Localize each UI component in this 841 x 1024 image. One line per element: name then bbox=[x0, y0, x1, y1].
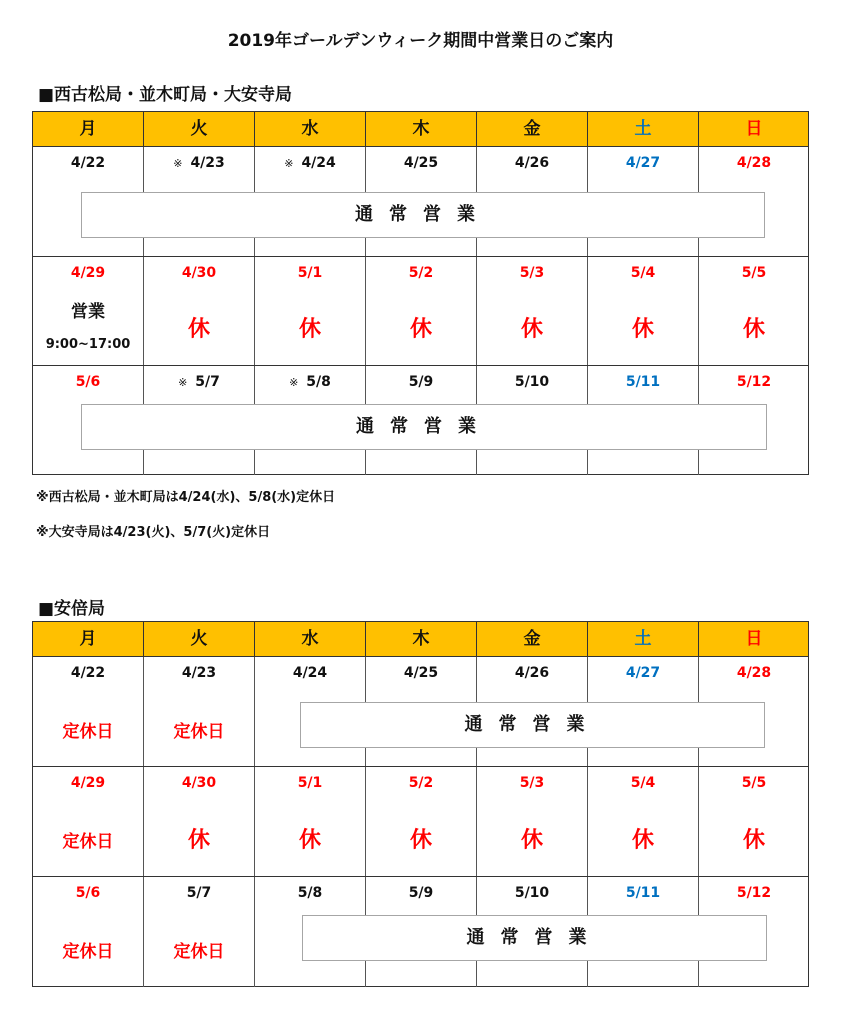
weekday-tue: 火 bbox=[190, 119, 208, 139]
closed-mark: 休 bbox=[298, 828, 321, 853]
weekday-mon: 月 bbox=[79, 119, 97, 139]
closed-mark: 休 bbox=[409, 828, 432, 853]
closed-mark: 休 bbox=[520, 317, 543, 342]
note-mark: ※ bbox=[289, 376, 299, 389]
date-cell: 5/1 bbox=[297, 265, 323, 281]
date-cell: 4/29 bbox=[70, 265, 106, 281]
date-cell: 5/5 bbox=[741, 775, 767, 791]
date-cell: 4/26 bbox=[514, 665, 550, 681]
closed-mark: 休 bbox=[187, 828, 210, 853]
date-cell: 5/1 bbox=[297, 775, 323, 791]
date-cell: 5/8 bbox=[297, 885, 323, 901]
date-cell: 5/7 bbox=[186, 885, 212, 901]
weekday-fri: 金 bbox=[523, 629, 541, 649]
weekday-wed: 水 bbox=[301, 119, 319, 139]
closed-mark: 休 bbox=[742, 828, 765, 853]
date-cell: 5/12 bbox=[736, 885, 772, 901]
weekday-sun: 日 bbox=[745, 629, 763, 649]
date-value: 5/8 bbox=[306, 374, 331, 390]
closed-mark: 休 bbox=[742, 317, 765, 342]
date-cell: 5/12 bbox=[736, 374, 772, 390]
date-cell: 4/23 bbox=[181, 665, 217, 681]
date-cell: 4/22 bbox=[70, 665, 106, 681]
weekday-sat: 土 bbox=[634, 119, 652, 139]
date-cell: 5/3 bbox=[519, 775, 545, 791]
closed-mark: 休 bbox=[298, 317, 321, 342]
date-value: 5/7 bbox=[195, 374, 220, 390]
date-cell: 5/10 bbox=[514, 885, 550, 901]
date-value: 4/23 bbox=[190, 155, 225, 171]
business-hours: 9:00~17:00 bbox=[45, 337, 131, 352]
open-label: 営業 bbox=[71, 302, 105, 322]
date-cell: 5/4 bbox=[630, 265, 656, 281]
date-cell: 4/25 bbox=[403, 665, 439, 681]
regular-business-band: 通常営業 bbox=[81, 192, 765, 238]
date-cell bbox=[255, 374, 365, 390]
date-cell: 4/26 bbox=[514, 155, 550, 171]
date-cell: 4/24 bbox=[292, 665, 328, 681]
regular-holiday-label: 定休日 bbox=[62, 942, 114, 962]
date-cell: 5/6 bbox=[75, 374, 101, 390]
weekday-thu: 木 bbox=[412, 119, 430, 139]
weekday-tue: 火 bbox=[190, 629, 208, 649]
weekday-header bbox=[32, 621, 809, 657]
closed-mark: 休 bbox=[187, 317, 210, 342]
page-title: 2019年ゴールデンウィーク期間中営業日のご案内 bbox=[227, 31, 614, 51]
date-cell: 4/27 bbox=[625, 155, 661, 171]
weekday-thu: 木 bbox=[412, 629, 430, 649]
note-mark: ※ bbox=[178, 376, 188, 389]
note-line: ※大安寺局は4/23(火)、5/7(火)定休日 bbox=[36, 525, 271, 540]
regular-business-band: 通常営業 bbox=[81, 404, 767, 450]
regular-business-band: 通常営業 bbox=[300, 702, 765, 748]
date-cell: 5/6 bbox=[75, 885, 101, 901]
date-cell: 4/25 bbox=[403, 155, 439, 171]
date-cell: 4/27 bbox=[625, 665, 661, 681]
date-cell: 4/22 bbox=[70, 155, 106, 171]
date-cell: 5/9 bbox=[408, 885, 434, 901]
note-mark: ※ bbox=[173, 157, 183, 170]
closed-mark: 休 bbox=[631, 828, 654, 853]
date-cell: 4/28 bbox=[736, 155, 772, 171]
date-cell: 4/29 bbox=[70, 775, 106, 791]
date-cell: 5/5 bbox=[741, 265, 767, 281]
weekday-header bbox=[32, 111, 809, 147]
date-cell: 5/4 bbox=[630, 775, 656, 791]
regular-holiday-label: 定休日 bbox=[173, 722, 225, 742]
section-heading-nishifurumatsu: ■西古松局・並木町局・大安寺局 bbox=[38, 85, 293, 105]
note-line: ※西古松局・並木町局は4/24(水)、5/8(水)定休日 bbox=[36, 490, 336, 505]
date-cell bbox=[144, 374, 254, 390]
date-cell: 5/2 bbox=[408, 775, 434, 791]
date-cell: 4/28 bbox=[736, 665, 772, 681]
regular-holiday-label: 定休日 bbox=[62, 832, 114, 852]
weekday-mon: 月 bbox=[79, 629, 97, 649]
closed-mark: 休 bbox=[631, 317, 654, 342]
closed-mark: 休 bbox=[520, 828, 543, 853]
date-cell: 5/11 bbox=[625, 374, 661, 390]
regular-holiday-label: 定休日 bbox=[62, 722, 114, 742]
note-mark: ※ bbox=[284, 157, 294, 170]
weekday-sun: 日 bbox=[745, 119, 763, 139]
calendar-grid bbox=[32, 147, 809, 475]
weekday-fri: 金 bbox=[523, 119, 541, 139]
calendar-grid bbox=[32, 657, 809, 987]
closed-mark: 休 bbox=[409, 317, 432, 342]
date-cell: 5/11 bbox=[625, 885, 661, 901]
section-heading-abe: ■安倍局 bbox=[38, 599, 106, 619]
regular-holiday-label: 定休日 bbox=[173, 942, 225, 962]
date-cell: 5/10 bbox=[514, 374, 550, 390]
date-cell bbox=[144, 155, 254, 171]
date-cell: 4/30 bbox=[181, 775, 217, 791]
regular-business-band: 通常営業 bbox=[302, 915, 767, 961]
date-cell bbox=[255, 155, 365, 171]
date-cell: 4/30 bbox=[181, 265, 217, 281]
date-cell: 5/2 bbox=[408, 265, 434, 281]
date-value: 4/24 bbox=[301, 155, 336, 171]
weekday-sat: 土 bbox=[634, 629, 652, 649]
date-cell: 5/9 bbox=[408, 374, 434, 390]
weekday-wed: 水 bbox=[301, 629, 319, 649]
date-cell: 5/3 bbox=[519, 265, 545, 281]
